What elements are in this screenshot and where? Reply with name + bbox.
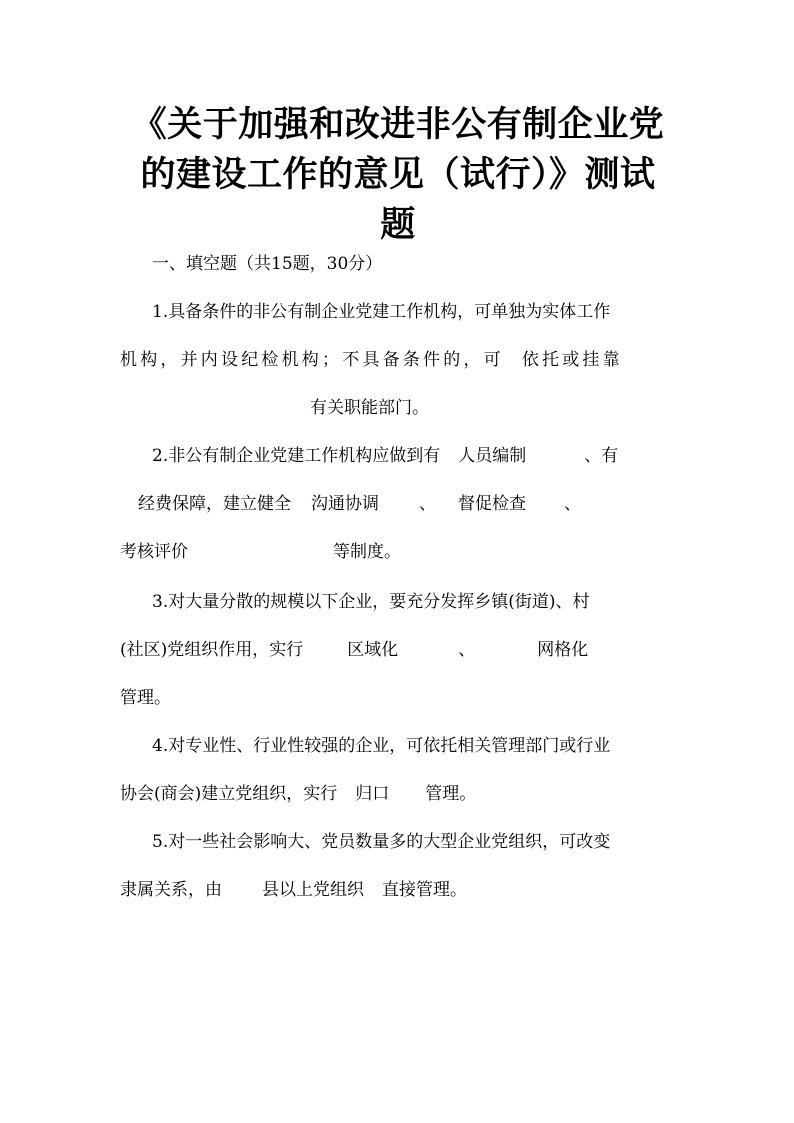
question-2-line-3 <box>120 540 401 564</box>
question-2-answer-1: 人员编制 <box>458 446 527 466</box>
question-5-text-b: 隶属关系，由 <box>120 880 222 900</box>
question-2-text-d: 等制度。 <box>333 542 401 562</box>
question-4-text-a: 对专业性、行业性较强的企业，可依托相关管理部门或行业 <box>168 736 611 756</box>
question-3-text-a: 对大量分散的规模以下企业，要充分发挥乡镇(街道)、村 <box>168 592 590 612</box>
question-1-line-3 <box>310 396 429 420</box>
question-4-number: 4. <box>152 736 169 756</box>
question-1-line-2 <box>120 348 623 372</box>
question-1-answer-1: 依托或挂靠 <box>521 350 623 370</box>
question-2-line-1 <box>152 444 618 468</box>
question-2-answer-3: 督促检查 <box>458 494 526 514</box>
question-1-number: 1. <box>152 302 169 322</box>
question-2-text-c: 经费保障，建立健全 <box>138 494 291 514</box>
question-4-text-c: 管理。 <box>425 784 477 804</box>
question-4-line-2 <box>120 782 476 806</box>
question-4-line-1 <box>152 734 610 758</box>
question-3-line-3 <box>120 686 171 710</box>
section-heading: 一、填空题（共15题，30分） <box>152 254 383 274</box>
question-1-text-b: 机构，并内设纪检机构；不具备条件的，可 <box>120 350 504 370</box>
title-line-1: 《关于加强和改进非公有制企业党 <box>131 105 665 145</box>
question-5-line-2 <box>120 878 467 902</box>
title-line-3: 题 <box>380 205 416 245</box>
question-1-answer-2: 有关职能部门。 <box>310 398 429 418</box>
question-3-answer-2: 网格化 <box>537 640 589 660</box>
question-3-sep-1: 、 <box>458 640 476 660</box>
question-2-number: 2. <box>152 446 169 466</box>
question-5-answer-1: 县以上党组织 <box>262 880 364 900</box>
question-3-line-1 <box>152 590 590 614</box>
question-5-text-a: 对一些社会影响大、党员数量多的大型企业党组织，可改变 <box>168 832 611 852</box>
question-5-number: 5. <box>152 832 169 852</box>
title-line-2: 的建设工作的意见（试行）》测试 <box>140 155 656 195</box>
question-2-sep-2: 、 <box>564 494 581 514</box>
question-2-answer-4: 考核评价 <box>120 542 188 562</box>
question-4-answer-1: 归口 <box>355 784 390 804</box>
question-2-sep-1: 、 <box>419 494 436 514</box>
question-1-line-1 <box>152 300 610 324</box>
question-3-text-c: 管理。 <box>120 688 171 708</box>
question-1-text-a: 具备条件的非公有制企业党建工作机构，可单独为实体工作 <box>168 302 611 322</box>
document-title <box>120 100 676 250</box>
question-3-number: 3. <box>152 592 169 612</box>
question-5-line-1 <box>152 830 610 854</box>
question-3-line-2 <box>120 638 588 662</box>
question-5-text-c: 直接管理。 <box>382 880 467 900</box>
question-2-text-b: 、有 <box>584 446 619 466</box>
question-4-text-b: 协会(商会)建立党组织，实行 <box>120 784 338 804</box>
question-2-text-a: 非公有制企业党建工作机构应做到有 <box>168 446 441 466</box>
question-3-answer-1: 区域化 <box>347 640 399 660</box>
question-2-line-2 <box>138 492 581 516</box>
question-2-answer-2: 沟通协调 <box>311 494 379 514</box>
question-3-text-b: (社区)党组织作用，实行 <box>120 640 304 660</box>
